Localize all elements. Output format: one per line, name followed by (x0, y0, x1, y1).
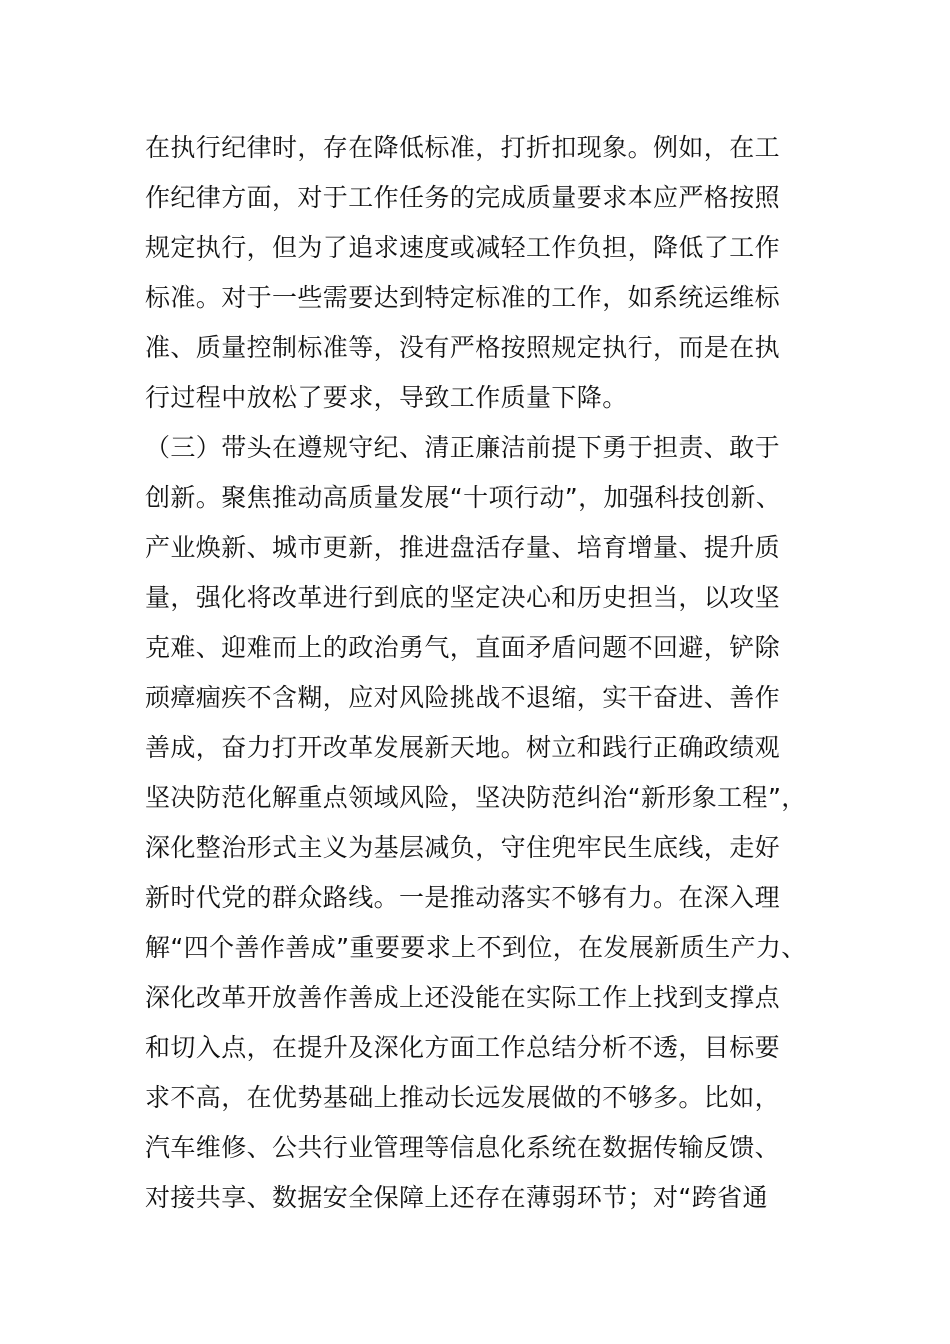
text-line: 新时代党的群众路线。一是推动落实不够有力。在深入理 (145, 883, 781, 912)
text-line: 创新。聚焦推动高质量发展“十项行动”，加强科技创新、 (145, 483, 782, 512)
body-text (145, 123, 835, 1223)
text-line: 行过程中放松了要求，导致工作质量下降。 (145, 383, 628, 412)
text-line: 汽车维修、公共行业管理等信息化系统在数据传输反馈、 (145, 1133, 781, 1162)
text-line: 顽瘴痼疾不含糊，应对风险挑战不退缩，实干奋进、善作 (145, 683, 781, 712)
text-line: 准、质量控制标准等，没有严格按照规定执行，而是在执 (145, 333, 781, 362)
text-line: 规定执行，但为了追求速度或减轻工作负担，降低了工作 (145, 233, 781, 262)
text-line: 和切入点，在提升及深化方面工作总结分析不透，目标要 (145, 1033, 781, 1062)
text-line: 克难、迎难而上的政治勇气，直面矛盾问题不回避，铲除 (145, 633, 781, 662)
text-line: 量，强化将改革进行到底的坚定决心和历史担当，以攻坚 (145, 583, 781, 612)
text-line: 深化改革开放善作善成上还没能在实际工作上找到支撑点 (145, 983, 781, 1012)
section-heading-line: （三）带头在遵规守纪、清正廉洁前提下勇于担责、敢于 (145, 433, 781, 462)
text-line: 求不高，在优势基础上推动长远发展做的不够多。比如， (145, 1083, 781, 1112)
text-line: 善成，奋力打开改革发展新天地。树立和践行正确政绩观 (145, 733, 781, 762)
text-line: 坚决防范化解重点领域风险，坚决防范纠治“新形象工程”， (145, 783, 807, 812)
text-line: 标准。对于一些需要达到特定标准的工作，如系统运维标 (145, 283, 781, 312)
text-line: 在执行纪律时，存在降低标准，打折扣现象。例如，在工 (145, 133, 781, 162)
text-line: 产业焕新、城市更新，推进盘活存量、培育增量、提升质 (145, 533, 781, 562)
text-line: 解“四个善作善成”重要要求上不到位，在发展新质生产力、 (145, 933, 807, 962)
text-line: 对接共享、数据安全保障上还存在薄弱环节；对“跨省通 (145, 1183, 768, 1212)
text-line: 深化整治形式主义为基层减负，守住兜牢民生底线，走好 (145, 833, 781, 862)
text-line: 作纪律方面，对于工作任务的完成质量要求本应严格按照 (145, 183, 781, 212)
